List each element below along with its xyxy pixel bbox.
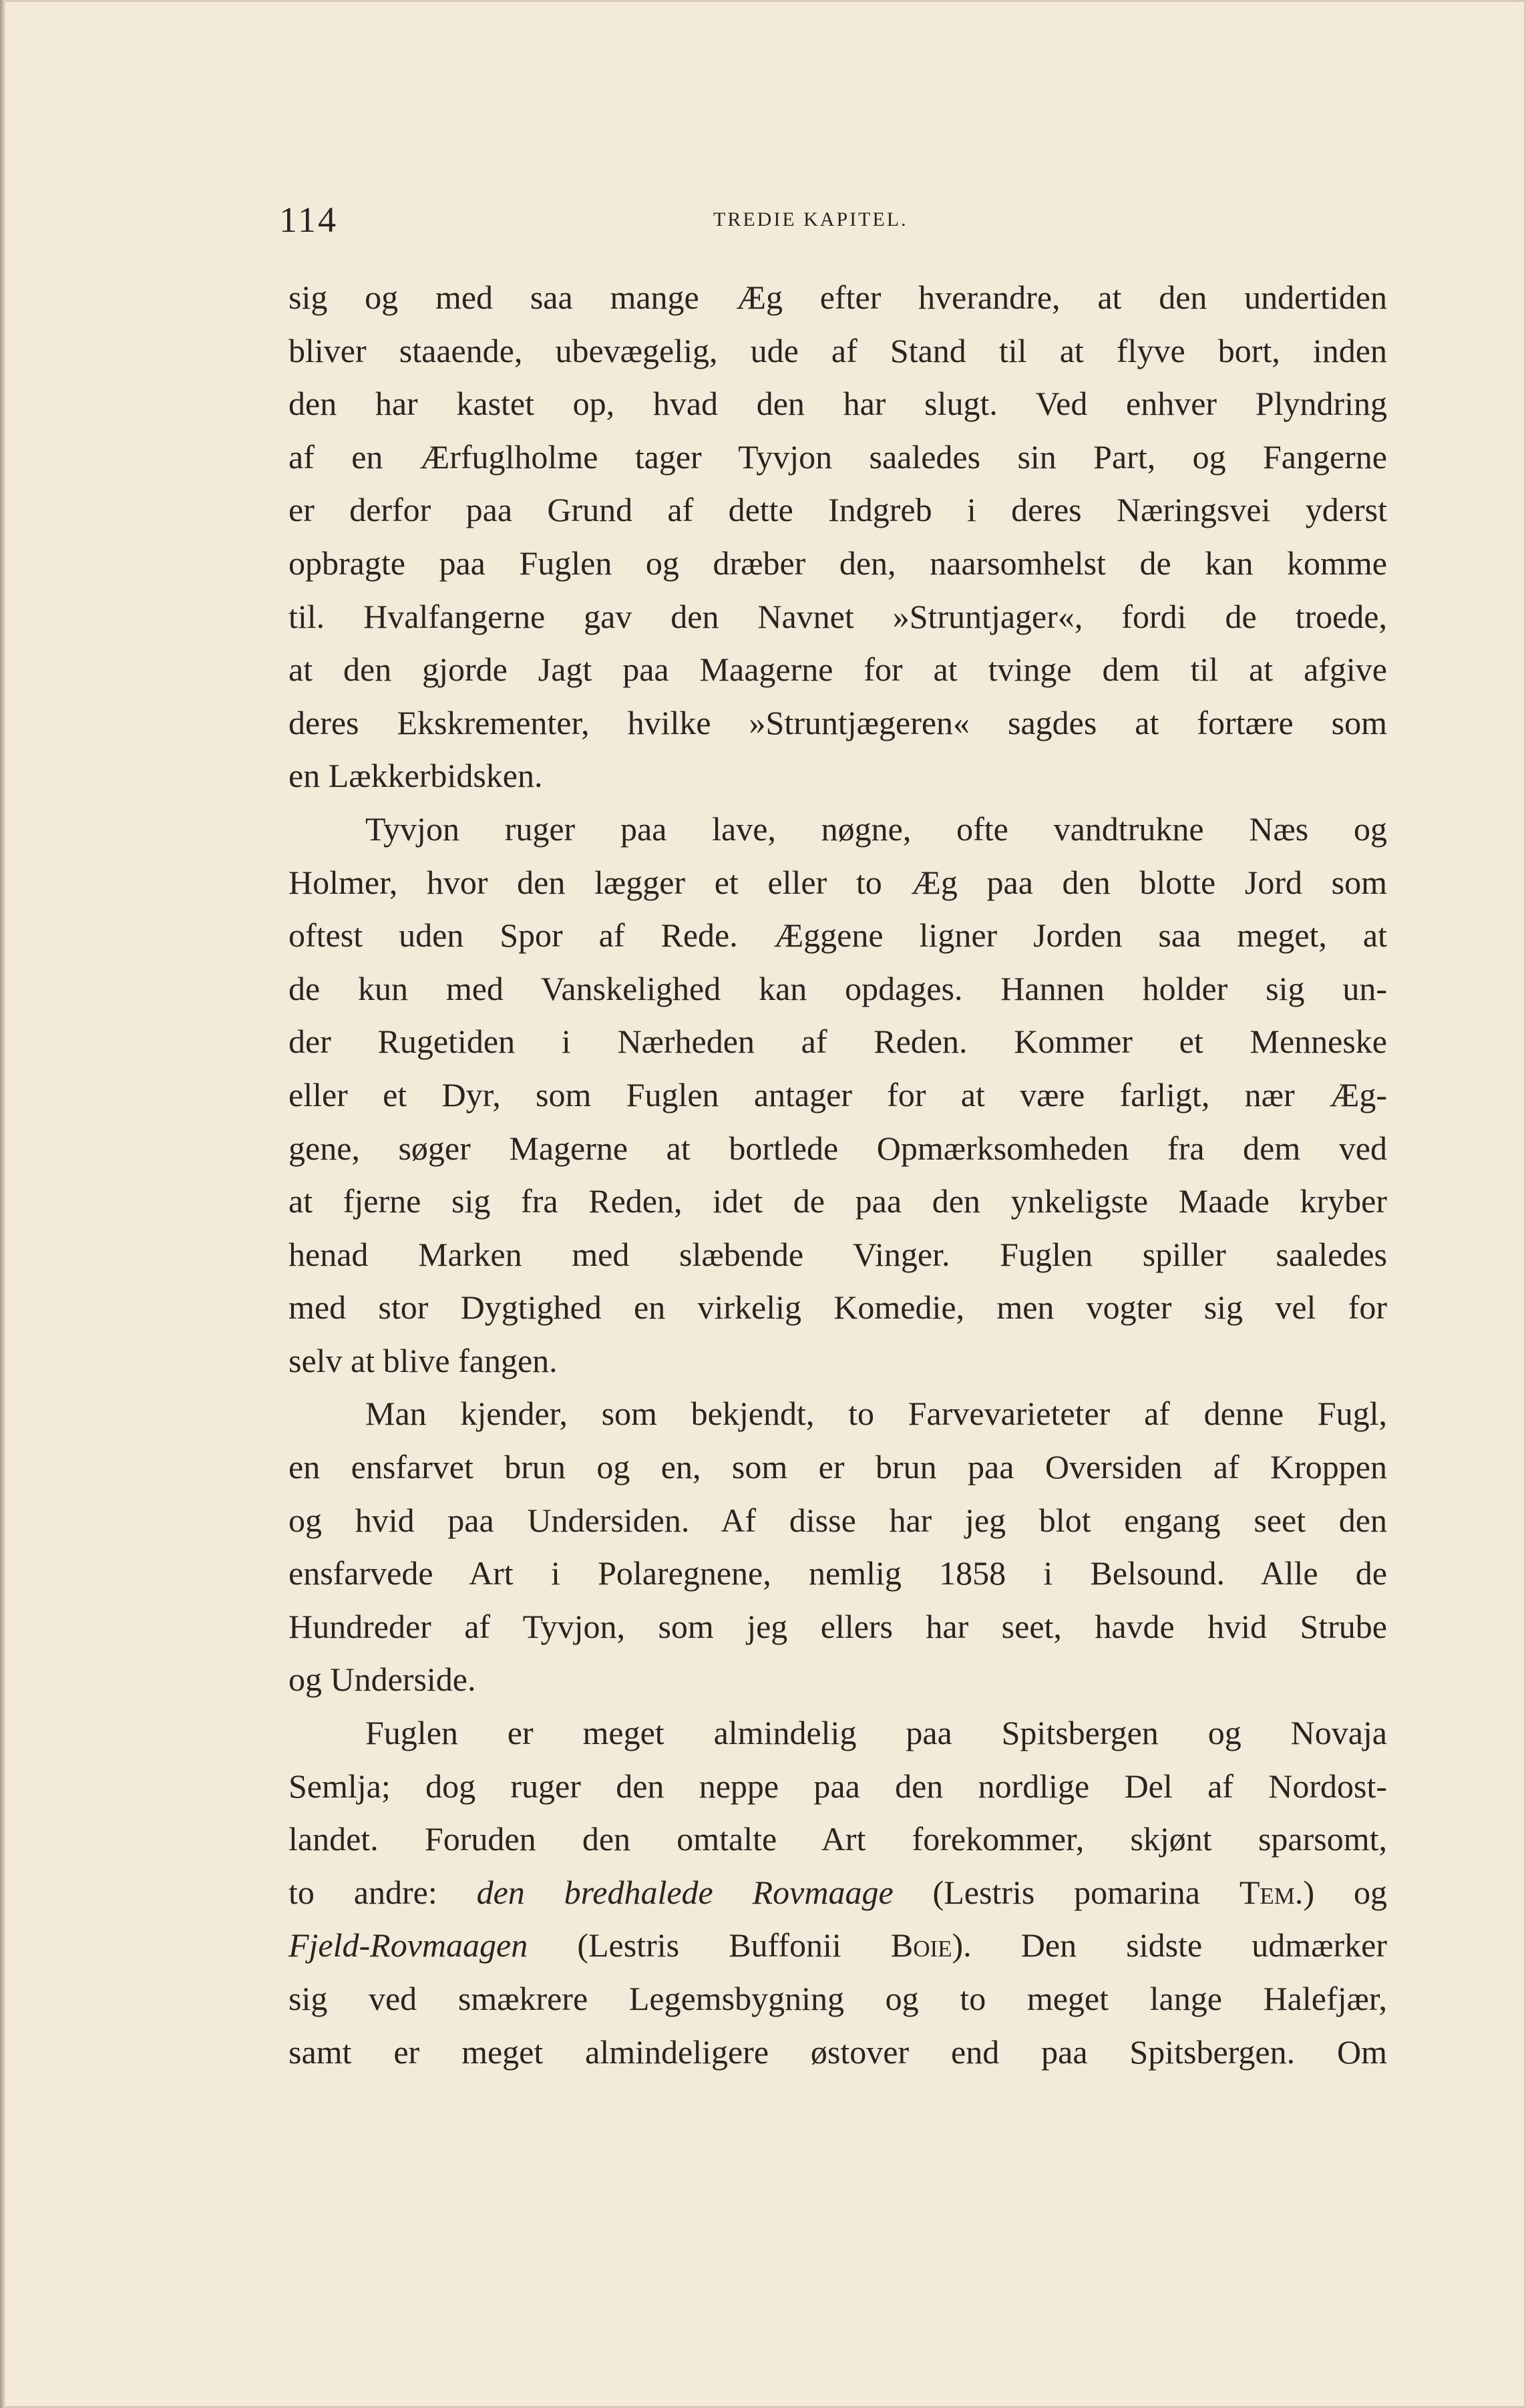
- text-line: sig og med saa mange Æg efter hverandre, at den undertiden: [289, 279, 1387, 316]
- text-line: Hundreder af Tyvjon, som jeg ellers har seet, havde hvid Strube: [289, 1607, 1387, 1645]
- text-fragment: ). Den sidste udmærker: [952, 1926, 1387, 1964]
- text-line: samt er meget almindeligere østover end paa Spitsbergen. Om: [289, 2033, 1387, 2071]
- text-line: at fjerne sig fra Reden, idet de paa den ynkeligste Maade kryber: [289, 1182, 1387, 1220]
- text-fragment: to andre:: [289, 1873, 477, 1911]
- text-line: ensfarvede Art i Polaregnene, nemlig 1858 i Belsound. Alle de: [289, 1554, 1387, 1592]
- text-line-species: [289, 1866, 1387, 1920]
- text-line: at den gjorde Jagt paa Maagerne for at tvinge dem til at afgive: [289, 651, 1387, 689]
- species-name-italic: Fjeld-Rovmaagen: [289, 1926, 528, 1964]
- text-line: landet. Foruden den omtalte Art forekommer, skjønt sparsomt,: [289, 1820, 1387, 1858]
- paragraph-2: [289, 803, 1387, 1388]
- text-line: Fuglen er meget almindelig paa Spitsbergen og Novaja: [365, 1714, 1387, 1752]
- author-abbrev: Tem.: [1239, 1873, 1304, 1911]
- text-line: eller et Dyr, som Fuglen antager for at være farligt, nær Æg-: [289, 1075, 1387, 1113]
- text-line-species: [289, 1919, 1387, 1972]
- author-abbrev: Boie: [890, 1926, 952, 1964]
- text-line: selv at blive fangen.: [289, 1341, 558, 1379]
- text-line: bliver staaende, ubevægelig, ude af Stand til at flyve bort, inden: [289, 331, 1387, 369]
- text-line: sig ved smækrere Legemsbygning og to meget lange Halefjær,: [289, 1980, 1387, 2017]
- running-head: [279, 194, 1381, 247]
- page-edge-shadow: [0, 0, 5, 2408]
- text-line: en ensfarvet brun og en, som er brun paa Oversiden af Kroppen: [289, 1448, 1387, 1486]
- text-line: af en Ærfuglholme tager Tyvjon saaledes sin Part, og Fangerne: [289, 438, 1387, 476]
- text-line: deres Ekskrementer, hvilke »Struntjægeren« sagdes at fortære som: [289, 703, 1387, 741]
- text-line: med stor Dygtighed en virkelig Komedie, men vogter sig vel for: [289, 1288, 1387, 1327]
- text-line: Tyvjon ruger paa lave, nøgne, ofte vandtrukne Næs og: [365, 810, 1387, 848]
- chapter-title: TREDIE KAPITEL.: [713, 208, 908, 230]
- text-line: de kun med Vanskelighed kan opdages. Hannen holder sig un-: [289, 969, 1387, 1007]
- species-name-italic: den bredhalede Rovmaage: [476, 1873, 894, 1911]
- text-line: og Underside.: [289, 1661, 476, 1699]
- paragraph-4: [289, 1707, 1387, 2079]
- paragraph-3: [289, 1387, 1387, 1707]
- text-line: oftest uden Spor af Rede. Æggene ligner Jorden saa meget, at: [289, 916, 1387, 955]
- text-fragment: (Lestris Buffonii: [528, 1926, 891, 1964]
- text-line: og hvid paa Undersiden. Af disse har jeg blot engang seet den: [289, 1501, 1387, 1539]
- text-line: Semlja; dog ruger den neppe paa den nordlige Del af Nordost-: [289, 1767, 1387, 1805]
- page-number: 114: [279, 200, 338, 240]
- text-line: til. Hvalfangerne gav den Navnet »Struntjager«, fordi de troede,: [289, 597, 1387, 635]
- text-line: der Rugetiden i Nærheden af Reden. Kommer et Menneske: [289, 1023, 1387, 1061]
- text-line: Man kjender, som bekjendt, to Farvevarieteter af denne Fugl,: [365, 1395, 1387, 1433]
- text-line: en Lækkerbidsken.: [289, 757, 543, 795]
- text-fragment: ) og: [1303, 1873, 1387, 1911]
- text-line: den har kastet op, hvad den har slugt. Ved enhver Plyndring: [289, 385, 1387, 423]
- paragraph-1: [289, 271, 1387, 803]
- text-fragment: (Lestris pomarina: [893, 1873, 1239, 1911]
- text-line: Holmer, hvor den lægger et eller to Æg paa den blotte Jord som: [289, 863, 1387, 901]
- text-line: opbragte paa Fuglen og dræber den, naarsomhelst de kan komme: [289, 544, 1387, 582]
- body-text: [289, 271, 1387, 2079]
- text-line: gene, søger Magerne at bortlede Opmærksomheden fra dem ved: [289, 1129, 1387, 1167]
- text-line: henad Marken med slæbende Vinger. Fuglen spiller saaledes: [289, 1235, 1387, 1273]
- text-line: er derfor paa Grund af dette Indgreb i deres Næringsvei yderst: [289, 491, 1387, 529]
